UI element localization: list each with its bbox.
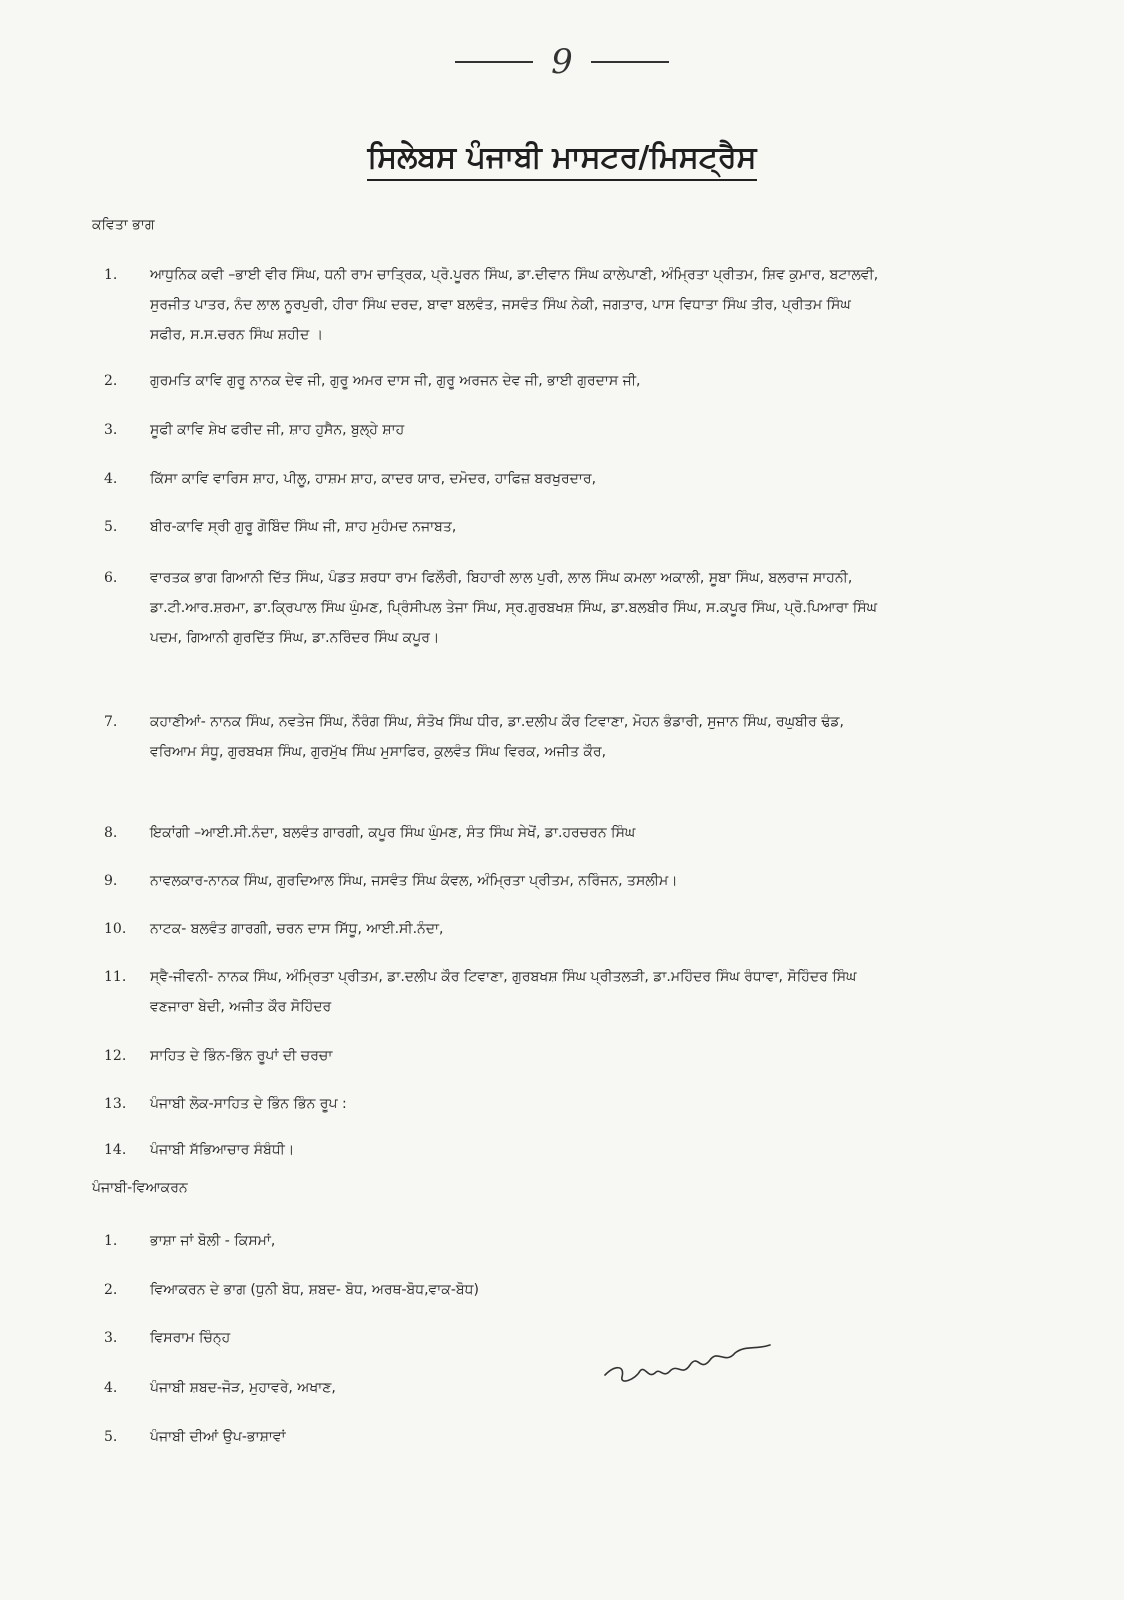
item-number: 4.: [104, 1380, 118, 1396]
item-text: ਸਾਹਿਤ ਦੇ ਭਿੰਨ-ਭਿੰਨ ਰੂਪਾਂ ਦੀ ਚਰਚਾ: [150, 1048, 333, 1064]
item-text: ਪੰਜਾਬੀ ਸੱਭਿਆਚਾਰ ਸੰਬੰਧੀ।: [150, 1142, 295, 1158]
item-number: 3.: [104, 1330, 118, 1346]
list-item: [104, 260, 884, 350]
item-number: 2.: [104, 373, 118, 389]
list-item: [104, 1275, 884, 1305]
list-item: [104, 866, 884, 896]
item-number: 5.: [104, 1429, 118, 1445]
item-text: ਕਿੱਸਾ ਕਾਵਿ ਵਾਰਿਸ ਸ਼ਾਹ, ਪੀਲੂ, ਹਾਸ਼ਮ ਸ਼ਾਹ, ਕਾਦਰ ਯਾਰ, ਦਮੋਦਰ, ਹਾਫਿਜ਼ ਬਰਖੁਰਦਾਰ,: [150, 471, 597, 487]
dash-left: [455, 61, 533, 63]
item-text: ਸ੍ਵੈ-ਜੀਵਨੀ- ਨਾਨਕ ਸਿੰਘ, ਅੰਮ੍ਰਿਤਾ ਪ੍ਰੀਤਮ, ਡਾ.ਦਲੀਪ ਕੌਰ ਟਿਵਾਣਾ, ਗੁਰਬਖਸ਼ ਸਿੰਘ ਪ੍ਰੀਤਲੜੀ, ਡਾ.ਮਹਿੰਦਰ ਸਿੰਘ ਰੰਧਾਵਾ, ਸੋਹਿੰਦਰ ਸਿੰਘ ਵਣਜਾਰਾ ਬੇਦੀ, ਅਜੀਤ ਕੌਰ ਸੋਹਿੰਦਰ: [150, 969, 857, 1015]
item-number: 1.: [104, 267, 118, 283]
page-title: [0, 140, 1124, 175]
page-title-text: ਸਿਲੇਬਸ ਪੰਜਾਬੀ ਮਾਸਟਰ/ਮਿਸਟ੍ਰੈਸ: [367, 140, 756, 181]
item-text: ਪੰਜਾਬੀ ਲੋਕ-ਸਾਹਿਤ ਦੇ ਭਿੰਨ ਭਿੰਨ ਰੂਪ :: [150, 1096, 347, 1112]
list-item: [104, 1041, 884, 1071]
list-item: [104, 464, 884, 494]
list-item: [104, 512, 884, 542]
list-item: [104, 1226, 884, 1256]
item-number: 5.: [104, 519, 118, 535]
item-number: 2.: [104, 1282, 118, 1298]
item-text: ਨਾਟਕ- ਬਲਵੰਤ ਗਾਰਗੀ, ਚਰਨ ਦਾਸ ਸਿੱਧੂ, ਆਈ.ਸੀ.ਨੰਦਾ,: [150, 921, 444, 937]
list-item: [104, 914, 884, 944]
item-number: 3.: [104, 422, 118, 438]
signature: [600, 1335, 800, 1399]
item-text: ਵਾਰਤਕ ਭਾਗ ਗਿਆਨੀ ਦਿੱਤ ਸਿੰਘ, ਪੰਡਤ ਸ਼ਰਧਾ ਰਾਮ ਫਿਲੌਰੀ, ਬਿਹਾਰੀ ਲਾਲ ਪੁਰੀ, ਲਾਲ ਸਿੰਘ ਕਮਲਾ ਅਕਾਲੀ, ਸੂਬਾ ਸਿੰਘ, ਬਲਰਾਜ ਸਾਹਨੀ, ਡਾ.ਟੀ.ਆਰ.ਸ਼ਰਮਾ, ਡਾ.ਕ੍ਰਿਪਾਲ ਸਿੰਘ ਘੁੰਮਣ, ਪ੍ਰਿੰਸੀਪਲ ਤੇਜਾ ਸਿੰਘ, ਸ੍ਰ.ਗੁਰਬਖਸ਼ ਸਿੰਘ, ਡਾ.ਬਲਬੀਰ ਸਿੰਘ, ਸ.ਕਪੂਰ ਸਿੰਘ, ਪ੍ਰੋ.ਪਿਆਰਾ ਸਿੰਘ ਪਦਮ, ਗਿਆਨੀ ਗੁਰਦਿੱਤ ਸਿੰਘ, ਡਾ.ਨਰਿੰਦਰ ਸਿੰਘ ਕਪੂਰ।: [150, 570, 877, 646]
item-number: 7.: [104, 714, 118, 730]
item-number: 11.: [104, 969, 127, 985]
list-item: [104, 415, 884, 445]
item-number: 13.: [104, 1096, 127, 1112]
item-text: ਗੁਰਮਤਿ ਕਾਵਿ ਗੁਰੂ ਨਾਨਕ ਦੇਵ ਜੀ, ਗੁਰੂ ਅਮਰ ਦਾਸ ਜੀ, ਗੁਰੂ ਅਰਜਨ ਦੇਵ ਜੀ, ਭਾਈ ਗੁਰਦਾਸ ਜੀ,: [150, 373, 641, 389]
item-number: 9.: [104, 873, 118, 889]
item-text: ਕਹਾਣੀਆਂ- ਨਾਨਕ ਸਿੰਘ, ਨਵਤੇਜ ਸਿੰਘ, ਨੌਰੰਗ ਸਿੰਘ, ਸੰਤੋਖ ਸਿੰਘ ਧੀਰ, ਡਾ.ਦਲੀਪ ਕੌਰ ਟਿਵਾਣਾ, ਮੋਹਨ ਭੰਡਾਰੀ, ਸੁਜਾਨ ਸਿੰਘ, ਰਘੁਬੀਰ ਢੰਡ, ਵਰਿਆਮ ਸੰਧੂ, ਗੁਰਬਖਸ਼ ਸਿੰਘ, ਗੁਰਮੁੱਖ ਸਿੰਘ ਮੁਸਾਫਿਰ, ਕੁਲਵੰਤ ਸਿੰਘ ਵਿਰਕ, ਅਜੀਤ ਕੌਰ,: [150, 714, 844, 760]
item-text: ਨਾਵਲਕਾਰ-ਨਾਨਕ ਸਿੰਘ, ਗੁਰਦਿਆਲ ਸਿੰਘ, ਜਸਵੰਤ ਸਿੰਘ ਕੰਵਲ, ਅੰਮ੍ਰਿਤਾ ਪ੍ਰੀਤਮ, ਨਰਿੰਜਨ, ਤਸਲੀਮ।: [150, 873, 678, 889]
item-number: 10.: [104, 921, 127, 937]
item-number: 14.: [104, 1142, 127, 1158]
list-item: [104, 962, 884, 1022]
item-text: ਪੰਜਾਬੀ ਦੀਆਂ ਉਪ-ਭਾਸ਼ਾਵਾਂ: [150, 1429, 286, 1445]
list-item: [104, 563, 884, 653]
signature-scribble-icon: [600, 1335, 800, 1395]
list-item: [104, 1135, 884, 1165]
section-heading-poetry: ਕਵਿਤਾ ਭਾਗ: [92, 217, 155, 233]
item-text: ਬੀਰ-ਕਾਵਿ ਸ੍ਰੀ ਗੁਰੂ ਗੋਬਿੰਦ ਸਿੰਘ ਜੀ, ਸ਼ਾਹ ਮੁਹੰਮਦ ਨਜਾਬਤ,: [150, 519, 457, 535]
list-item: [104, 366, 884, 396]
item-text: ਆਧੁਨਿਕ ਕਵੀ –ਭਾਈ ਵੀਰ ਸਿੰਘ, ਧਨੀ ਰਾਮ ਚਾਤ੍ਰਿਕ, ਪ੍ਰੋ.ਪੂਰਨ ਸਿੰਘ, ਡਾ.ਦੀਵਾਨ ਸਿੰਘ ਕਾਲੇਪਾਣੀ, ਅੰਮ੍ਰਿਤਾ ਪ੍ਰੀਤਮ, ਸ਼ਿਵ ਕੁਮਾਰ, ਬਟਾਲਵੀ, ਸੁਰਜੀਤ ਪਾਤਰ, ਨੰਦ ਲਾਲ ਨੂਰਪੁਰੀ, ਹੀਰਾ ਸਿੰਘ ਦਰਦ, ਬਾਵਾ ਬਲਵੰਤ, ਜਸਵੰਤ ਸਿੰਘ ਨੇਕੀ, ਜਗਤਾਰ, ਪਾਸ ਵਿਧਾਤਾ ਸਿੰਘ ਤੀਰ, ਪ੍ਰੀਤਮ ਸਿੰਘ ਸਫੀਰ, ਸ.ਸ.ਚਰਨ ਸਿੰਘ ਸ਼ਹੀਦ ।: [150, 267, 879, 343]
item-number: 1.: [104, 1233, 118, 1249]
list-item: [104, 1422, 884, 1452]
item-number: 12.: [104, 1048, 127, 1064]
item-text: ਪੰਜਾਬੀ ਸ਼ਬਦ-ਜੋੜ, ਮੁਹਾਵਰੇ, ਅਖਾਣ,: [150, 1380, 336, 1396]
item-text: ਵਿਆਕਰਨ ਦੇ ਭਾਗ (ਧੁਨੀ ਬੋਧ, ਸ਼ਬਦ- ਬੋਧ, ਅਰਥ-ਬੋਧ,ਵਾਕ-ਬੋਧ): [150, 1282, 479, 1298]
item-text: ਇਕਾਂਗੀ –ਆਈ.ਸੀ.ਨੰਦਾ, ਬਲਵੰਤ ਗਾਰਗੀ, ਕਪੂਰ ਸਿੰਘ ਘੁੰਮਣ, ਸੰਤ ਸਿੰਘ ਸੇਖੋਂ, ਡਾ.ਹਰਚਰਨ ਸਿੰਘ: [150, 825, 636, 841]
list-item: [104, 818, 884, 848]
list-item: [104, 707, 884, 767]
page-number-value: 9: [551, 42, 573, 82]
page-number: [0, 42, 1124, 82]
item-number: 6.: [104, 570, 118, 586]
item-number: 4.: [104, 471, 118, 487]
list-item: [104, 1089, 884, 1119]
item-text: ਸੂਫੀ ਕਾਵਿ ਸ਼ੇਖ ਫਰੀਦ ਜੀ, ਸ਼ਾਹ ਹੁਸੈਨ, ਬੁਲ੍ਹੇ ਸ਼ਾਹ: [150, 422, 405, 438]
item-number: 8.: [104, 825, 118, 841]
section-heading-grammar: ਪੰਜਾਬੀ-ਵਿਆਕਰਨ: [92, 1180, 188, 1196]
dash-right: [591, 61, 669, 63]
item-text: ਭਾਸ਼ਾ ਜਾਂ ਬੋਲੀ - ਕਿਸਮਾਂ,: [150, 1233, 276, 1249]
item-text: ਵਿਸਰਾਮ ਚਿੰਨ੍ਹ: [150, 1330, 231, 1346]
